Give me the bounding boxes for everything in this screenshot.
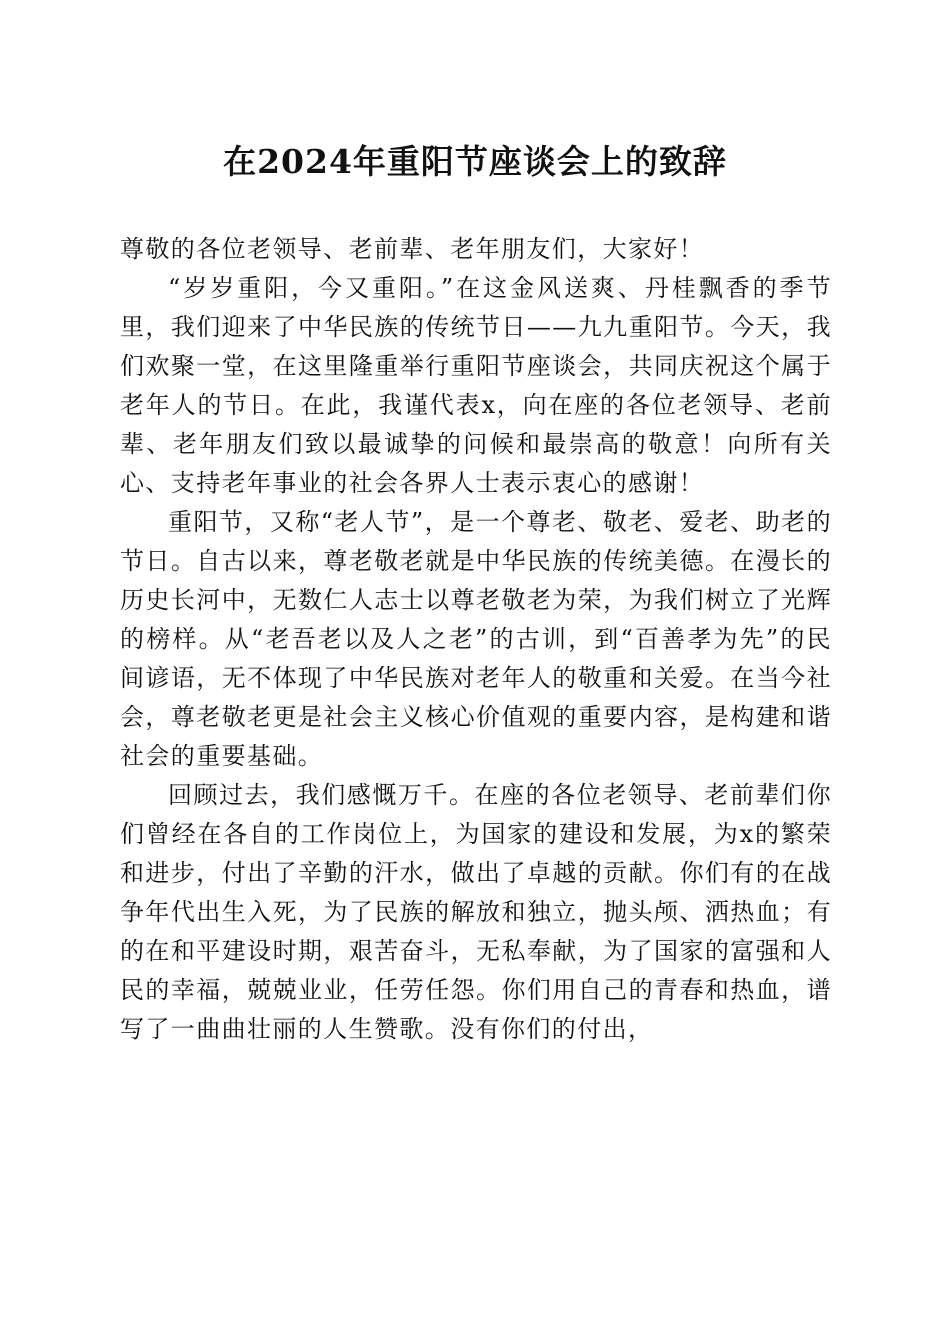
document-body (120, 230, 832, 1049)
paragraph-1: “岁岁重阳，今又重阳。”在这金风送爽、丹桂飘香的季节里，我们迎来了中华民族的传统节日——九九重阳节。今天，我们欢聚一堂，在这里隆重举行重阳节座谈会，共同庆祝这个属于老年人的节日。在此，我谨代表x，向在座的各位老领导、老前辈、老年朋友们致以最诚挚的问候和最崇高的敬意！向所有关心、支持老年事业的社会各界人士表示衷心的感谢！ (120, 274, 832, 497)
document-title: 在2024年重阳节座谈会上的致辞 (223, 142, 727, 181)
paragraph-2: 重阳节，又称“老人节”，是一个尊老、敬老、爱老、助老的节日。自古以来，尊老敬老就是中华民族的传统美德。在漫长的历史长河中，无数仁人志士以尊老敬老为荣，为我们树立了光辉的榜样。从“老吾老以及人之老”的古训，到“百善孝为先”的民间谚语，无不体现了中华民族对老年人的敬重和关爱。在当今社会，尊老敬老更是社会主义核心价值观的重要内容，是构建和谐社会的重要基础。 (120, 508, 832, 770)
greeting-line: 尊敬的各位老领导、老前辈、老年朋友们，大家好！ (120, 235, 705, 263)
paragraph-3: 回顾过去，我们感慨万千。在座的各位老领导、老前辈们你们曾经在各自的工作岗位上，为国家的建设和发展，为x的繁荣和进步，付出了辛勤的汗水，做出了卓越的贡献。你们有的在战争年代出生入死，为了民族的解放和独立，抛头颅、洒热血；有的在和平建设时期，艰苦奋斗，无私奉献，为了国家的富强和人民的幸福，兢兢业业，任劳任怨。你们用自己的青春和热血，谱写了一曲曲壮丽的人生赞歌。没有你们的付出， (120, 781, 832, 1043)
